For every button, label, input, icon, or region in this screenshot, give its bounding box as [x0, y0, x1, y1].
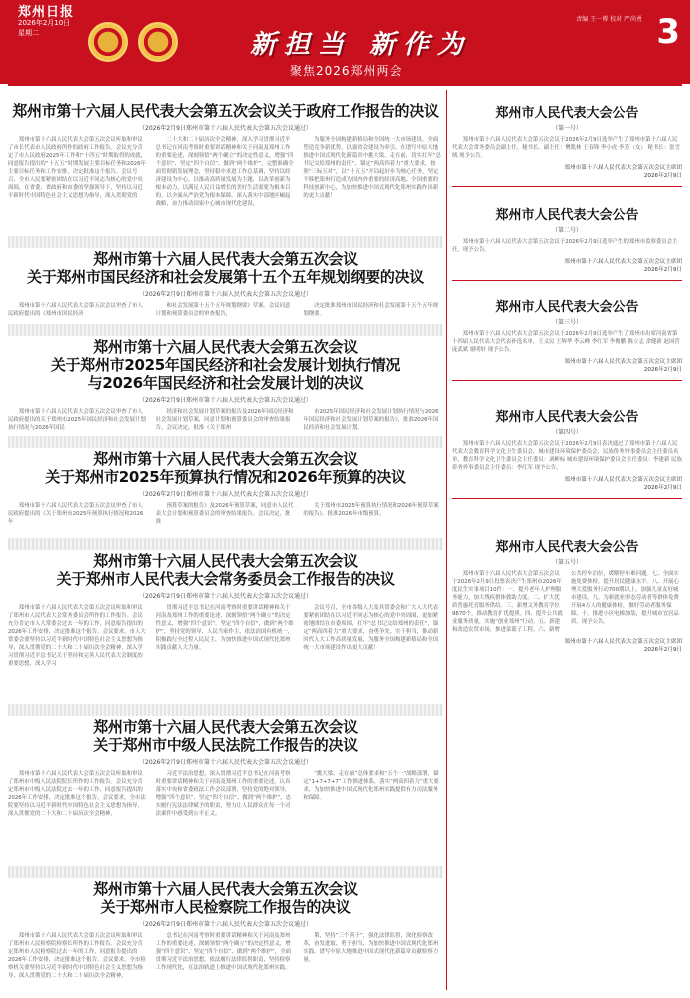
editor-credits: 责编 王一博 校对 严尚勇 — [576, 16, 642, 23]
resolution-title: 关于郑州市中级人民法院工作报告的决议 — [93, 736, 358, 754]
notice-date: 2026年2月9日 — [643, 647, 682, 653]
resolution-text: 郑州市第十六届人民代表大会第五次会议审查了市人民政府提出的《郑州市国民经济 — [8, 303, 143, 317]
resolution-text: 总书记在河南考察时重要讲话精神和关于河南及郑州工作的重要论述，深刻领悟“两个确立”的决定性意义，增强“四个意识”、坚定“四个自信”、做到“两个维护”，全面贯彻习近平法治思想，依法履行法律监督职责，坚持检察工作现代化，在法治轨道上推进中国式现代化郑州实践。 — [155, 933, 292, 971]
notice-text: 郑州市第十六届人民代表大会第五次会议于2026年2月9日选举产生了郑州市第十六届人民代表大会常务委员会副主任、秘书长。副主任：樊凯林 王春锋 李小虎 李芳（女） 秘书长：张雪绒 现予公告。 — [452, 137, 680, 159]
notice-text: 郑州市第十六届人民代表大会第五次会议于2026年2月9日选举产生的郑州市监察委员会主任。现予公告。 — [452, 239, 678, 253]
resolution-title: 郑州市第十六届人民代表大会第五次会议关于政府工作报告的决议 — [12, 102, 439, 120]
resolution-article — [8, 450, 443, 542]
resolution-text: 郑州市第十六届人民代表大会第五次会议审查了市人民政府提出的关于郑州市2025年国民经济和社会发展计划执行情况与2026年国民 — [8, 409, 146, 431]
page-subtitle: 聚焦2026郑州两会 — [290, 64, 403, 78]
resolution-dateline: （2026年2月9日郑州市第十六届人民代表大会第五次会议通过） — [139, 397, 312, 404]
notice-number: （第四号） — [551, 429, 582, 436]
header-rule — [8, 84, 682, 86]
resolution-text: 习近平法治思想，深入贯彻习近平总书记在河南考察时重要讲话精神和关于河南及郑州工作的重要论述，认真落实中央和省委政法工作会议部署，坚持党的绝对领导，增强“四个意识”、坚定“四个自信”、做到“两个维护”，忠实履行宪法法律赋予的职责，努力让人民群众在每一个司法案件中感受到公平正义。 — [155, 771, 292, 817]
resolution-title: 关于郑州市2025年预算执行情况和2026年预算的决议 — [45, 468, 406, 486]
resolution-title: 与2026年国民经济和社会发展计划的决议 — [87, 374, 364, 392]
resolution-article — [8, 880, 443, 990]
resolution-text: 郑州市第十六届人民代表大会第五次会议听取和审议了市长代表市人民政府所作的政府工作报告。会议充分肯定了市人民政府2025年工作和“十四五”时期取得的成就，同意报告提出的“十五五”时期发展主要目标任务和2026年主要目标任务和工作安排，决定批准这个报告。会议号召，全市人民要紧密团结在以习近平同志为核心的党中央周围，在省委、省政府和市委的坚强领导下，坚持以习近平新时代中国特色社会主义思想为指导，深入贯彻党的 — [8, 137, 146, 199]
page-slogan: 新担当 新作为 — [250, 30, 472, 60]
resolution-dateline: （2026年2月9日郑州市第十六届人民代表大会第五次会议通过） — [139, 291, 312, 298]
resolution-text: 为服务全国构建新格局和全国统一大市场建设，全面塑造竞争新优势，以强省会建设为牵引，在谱写中原大地推进中国式现代化新篇章中挑大梁、走在前，切实扛牢“总书记交给郑州的责任”，锚定“两高四着力”重大要求，按照“三标五对”，以“十五五”开局起好步为核心任务，坚定不移把郑州打造成为国内外重要的经济高地、全国重要的科技创新中心，为加快推进中国式现代化郑州实践作出新的更大贡献！ — [303, 137, 441, 199]
issue-edition: 星期二 — [18, 29, 39, 37]
resolution-title: 郑州市第十六届人民代表大会第五次会议 — [93, 450, 358, 468]
resolution-text: 二十大和二十届历次全会精神，深入学习贯彻习近平总书记在河南考察时重要讲话精神和关于河南及郑州工作的重要论述，深刻领悟“两个确立”的决定性意义，增强“四个意识”、坚定“四个自信”、做到“两个维护”，完整准确全面贯彻新发展理念，坚持稳中求进工作总基调，坚持以经济建设为中心，以推动高质量发展为主题，以改革创新为根本动力，以满足人民日益增长的美好生活需要为根本目的，以全面从严治党为根本保障，深入落实中部地区崛起战略，奋力推动国家中心城市现代化建设， — [155, 137, 294, 207]
section-divider — [8, 866, 443, 878]
resolution-text: 郑州市第十六届人民代表大会第五次会议听取和审议了郑州市人民代表大会常务委员会所作的工作报告。会议充分肯定市人大常委会过去一年的工作，同意报告提出的2026年工作安排，决定批准这个报告。会议要求，市人大常委会要坚持以习近平新时代中国特色社会主义思想为指导，深入贯彻党的二十大和二十届历次全会精神，深入学习贯彻习近平总书记关于坚持和完善人民代表大会制度的重要思想，深入学习 — [8, 605, 146, 667]
resolution-text: “挑大梁、走在前”总体要求和“五个一”战略部署，锚定“1+7+7+7”工作推进体系，落实“两高四着力”重大要求，为加快推进中国式现代化郑州实践提供有力司法服务和保障。 — [303, 771, 439, 801]
resolution-article — [8, 552, 443, 702]
resolution-title: 关于郑州市人民检察院工作报告的决议 — [100, 898, 351, 916]
resolution-title: 郑州市第十六届人民代表大会第五次会议 — [93, 718, 358, 736]
resolution-title: 关于郑州市2025年国民经济和社会发展计划执行情况 — [50, 356, 401, 374]
notice-heading: 郑州市人民代表大会公告 — [495, 106, 639, 121]
resolution-text: 和社会发展第十五个五年规划纲要》草案。会议同意计划和预算委员会的审查报告， — [155, 303, 291, 317]
resolution-dateline: （2026年2月9日郑州市第十六届人民代表大会第五次会议通过） — [139, 593, 312, 600]
notice-date: 2026年2月9日 — [643, 367, 682, 373]
notice-block — [452, 528, 682, 988]
resolution-article — [8, 338, 443, 438]
resolution-dateline: （2026年2月9日郑州市第十六届人民代表大会第五次会议通过） — [139, 125, 312, 132]
resolution-title: 关于郑州市国民经济和社会发展第十五个五年规划纲要的决议 — [27, 268, 424, 286]
resolution-text: 市2025年国民经济和社会发展计划执行情况与2026年国民经济和社会发展计划草案的报告》，批准2026年国民经济和社会发展计划。 — [303, 409, 439, 431]
notice-block — [452, 94, 682, 190]
notice-signatory: 郑州市第十六届人民代表大会第五次会议主席团 — [564, 259, 682, 265]
resolution-text: 关于郑州市2025年预算执行情况和2026年预算草案的报告》，批准2026年市级预算。 — [303, 503, 439, 517]
masthead — [0, 0, 690, 84]
newspaper-logo: 郑州日报 — [18, 5, 75, 20]
notice-heading: 郑州市人民代表大会公告 — [495, 300, 639, 315]
resolution-text: 会议号召，全市各级人大及其常委会和广大人大代表要紧密团结在以习近平同志为核心的党中央周围，更加紧密地团结在市委周围，扛牢“总书记交给郑州的责任”，锚定“两高四着力”重大要求，奋勇争先、实干担当，推动新时代人大工作高质量发展，为服务全国构建新格局和全国统一大市场建设作出更大贡献！ — [303, 605, 439, 651]
section-divider — [8, 236, 443, 248]
notice-date: 2026年2月9日 — [643, 173, 682, 179]
resolution-article — [8, 250, 443, 328]
resolution-title: 郑州市第十六届人民代表大会第五次会议 — [93, 250, 358, 268]
cppcc-emblem-icon — [138, 22, 178, 62]
resolution-title: 郑州市第十六届人民代表大会第五次会议 — [93, 880, 358, 898]
page-number: 3 — [656, 12, 680, 52]
resolution-text: 策，坚持“三个善于”，强化法律监督，深化检察改革，奋发进取、勇于担当，为加快推进中国式现代化郑州实践、谱写中原大地推进中国式现代化新篇章贡献检察力量。 — [303, 933, 439, 963]
resolution-title: 郑州市第十六届人民代表大会第五次会议 — [93, 552, 358, 570]
notice-signatory: 郑州市第十六届人民代表大会第五次会议主席团 — [564, 477, 682, 483]
issue-date: 2026年2月10日 — [18, 19, 71, 27]
section-divider — [8, 436, 443, 448]
notice-number: （第二号） — [551, 227, 582, 234]
notice-date: 2026年2月9日 — [643, 267, 682, 273]
resolution-text: 贯彻习近平总书记在河南考察时重要讲话精神和关于河南及郑州工作的重要论述，深刻领悟“两个确立”的决定性意义，增强“四个意识”，坚定“四个自信”，做到“两个维护”，坚持党的领导、人民当家作主、依法治国有机统一，积极践行全过程人民民主，为加快推进中国式现代化郑州实践贡献人大力量。 — [155, 605, 294, 651]
notice-text: 郑州市第十六届人民代表大会第五次会议于2026年2月9日投票表决产生郑州市2026年度民生实事项目10件：一、提升老年人护理服务能力，加大残疾群体救助力度。二、扩大优质普惠托育服务供给。三、新增义务教育学位9870个，推动教育扩优提质。四、提升公共就业服务质量，实施“创业郑州”行动。五、新建和改造农贸市场，推进菜篮子工程。六、新增公共停车泊位，缓解停车难问题。七、全面实施免费体检，提升居民健康水平。八、开展心理关爱服务行动700期以上，加强儿童友好城市建设。九、为新就业形态劳动者等群体免费开展4万人的健康体检，做好劳动者服务保障。十、推进小区电梯加装，提升城市宜居品质。现予公告。 — [452, 571, 679, 633]
notice-signatory: 郑州市第十六届人民代表大会第五次会议主席团 — [564, 359, 682, 365]
notice-block — [452, 288, 682, 392]
notice-block — [452, 398, 682, 522]
resolution-text: 预算草案的报告》及2026年预算草案，同意市人民代表大会计划和预算委员会的审查结果报告。会议决定，批准 — [155, 503, 294, 525]
resolution-text: 郑州市第十六届人民代表大会第五次会议听取和审议了郑州市人民检察院检察长所作的工作报告。会议充分肯定郑州市人民检察院过去一年的工作，同意报告提出的2026年工作安排，决定批准这个报告。会议要求，全市检察机关要坚持以习近平新时代中国特色社会主义思想为指导，深入贯彻党的二十大和二十届历次全会精神， — [8, 933, 146, 979]
notice-heading: 郑州市人民代表大会公告 — [495, 540, 639, 555]
resolution-article — [8, 102, 443, 242]
notice-signatory: 郑州市第十六届人民代表大会第五次会议主席团 — [564, 165, 682, 171]
section-divider — [8, 324, 443, 336]
resolution-text: 决定批准郑州市国民经济和社会发展第十五个五年规划纲要。 — [303, 303, 439, 317]
section-divider — [8, 704, 443, 716]
notice-text: 郑州市第十六届人民代表大会第五次会议于2026年2月9日选举产生了郑州市出席河南省第十四届人民代表大会代表补选名单。王义民 王辉华 李云峰 李红军 李俊鹏 陈立志 余健新 赵国营 庞武斌 谢明轩 现予公告。 — [452, 331, 680, 353]
resolution-title: 关于郑州市人民代表大会常务委员会工作报告的决议 — [56, 570, 395, 588]
national-emblem-icon — [88, 22, 128, 62]
column-divider — [446, 90, 447, 990]
section-divider — [8, 538, 443, 550]
resolution-text: 经济和社会发展计划草案的报告及2026年国民经济和社会发展计划草案，同意计划和预算委员会的审查结果报告。会议决定，批准《关于郑州 — [155, 409, 294, 431]
resolution-dateline: （2026年2月9日郑州市第十六届人民代表大会第五次会议通过） — [139, 921, 312, 928]
notice-date: 2026年2月9日 — [643, 485, 682, 491]
notice-text: 郑州市第十六届人民代表大会第五次会议于2026年2月9日表决通过了郑州市第十六届人民代表大会教育科学文化卫生委员会、城市建设环境保护委员会、民族侨务外事委员会主任委员名单。教育科学文化卫生委员会主任委员：刘彬标 城市建设环境保护委员会主任委员：李建新 民族侨务外事委员会主任委员：李红军 现予公告。 — [452, 441, 682, 471]
notice-heading: 郑州市人民代表大会公告 — [495, 208, 639, 223]
resolution-text: 郑州市第十六届人民代表大会第五次会议听取和审议了郑州市中级人民法院院长所作的工作报告。会议充分肯定郑州市中级人民法院过去一年的工作，同意报告提出的2026年工作安排，决定批准这个报告。会议要求，全市法院要坚持以习近平新时代中国特色社会主义思想为指导，深入贯彻党的二十大和二十届历次全会精神， — [8, 771, 146, 817]
resolution-dateline: （2026年2月9日郑州市第十六届人民代表大会第五次会议通过） — [139, 491, 312, 498]
masthead-left — [18, 5, 75, 38]
notice-number: （第一号） — [551, 125, 582, 132]
resolution-text: 郑州市第十六届人民代表大会第五次会议审查了市人民政府提出的《关于郑州市2025年预算执行情况和2026年 — [8, 503, 144, 525]
notice-heading: 郑州市人民代表大会公告 — [495, 410, 639, 425]
notice-number: （第三号） — [551, 319, 582, 326]
notice-block — [452, 196, 682, 282]
notice-number: （第五号） — [551, 559, 582, 566]
resolution-article — [8, 718, 443, 866]
notice-signatory: 郑州市第十六届人民代表大会第五次会议主席团 — [564, 639, 682, 645]
resolution-dateline: （2026年2月9日郑州市第十六届人民代表大会第五次会议通过） — [139, 759, 312, 766]
resolution-title: 郑州市第十六届人民代表大会第五次会议 — [93, 338, 358, 356]
